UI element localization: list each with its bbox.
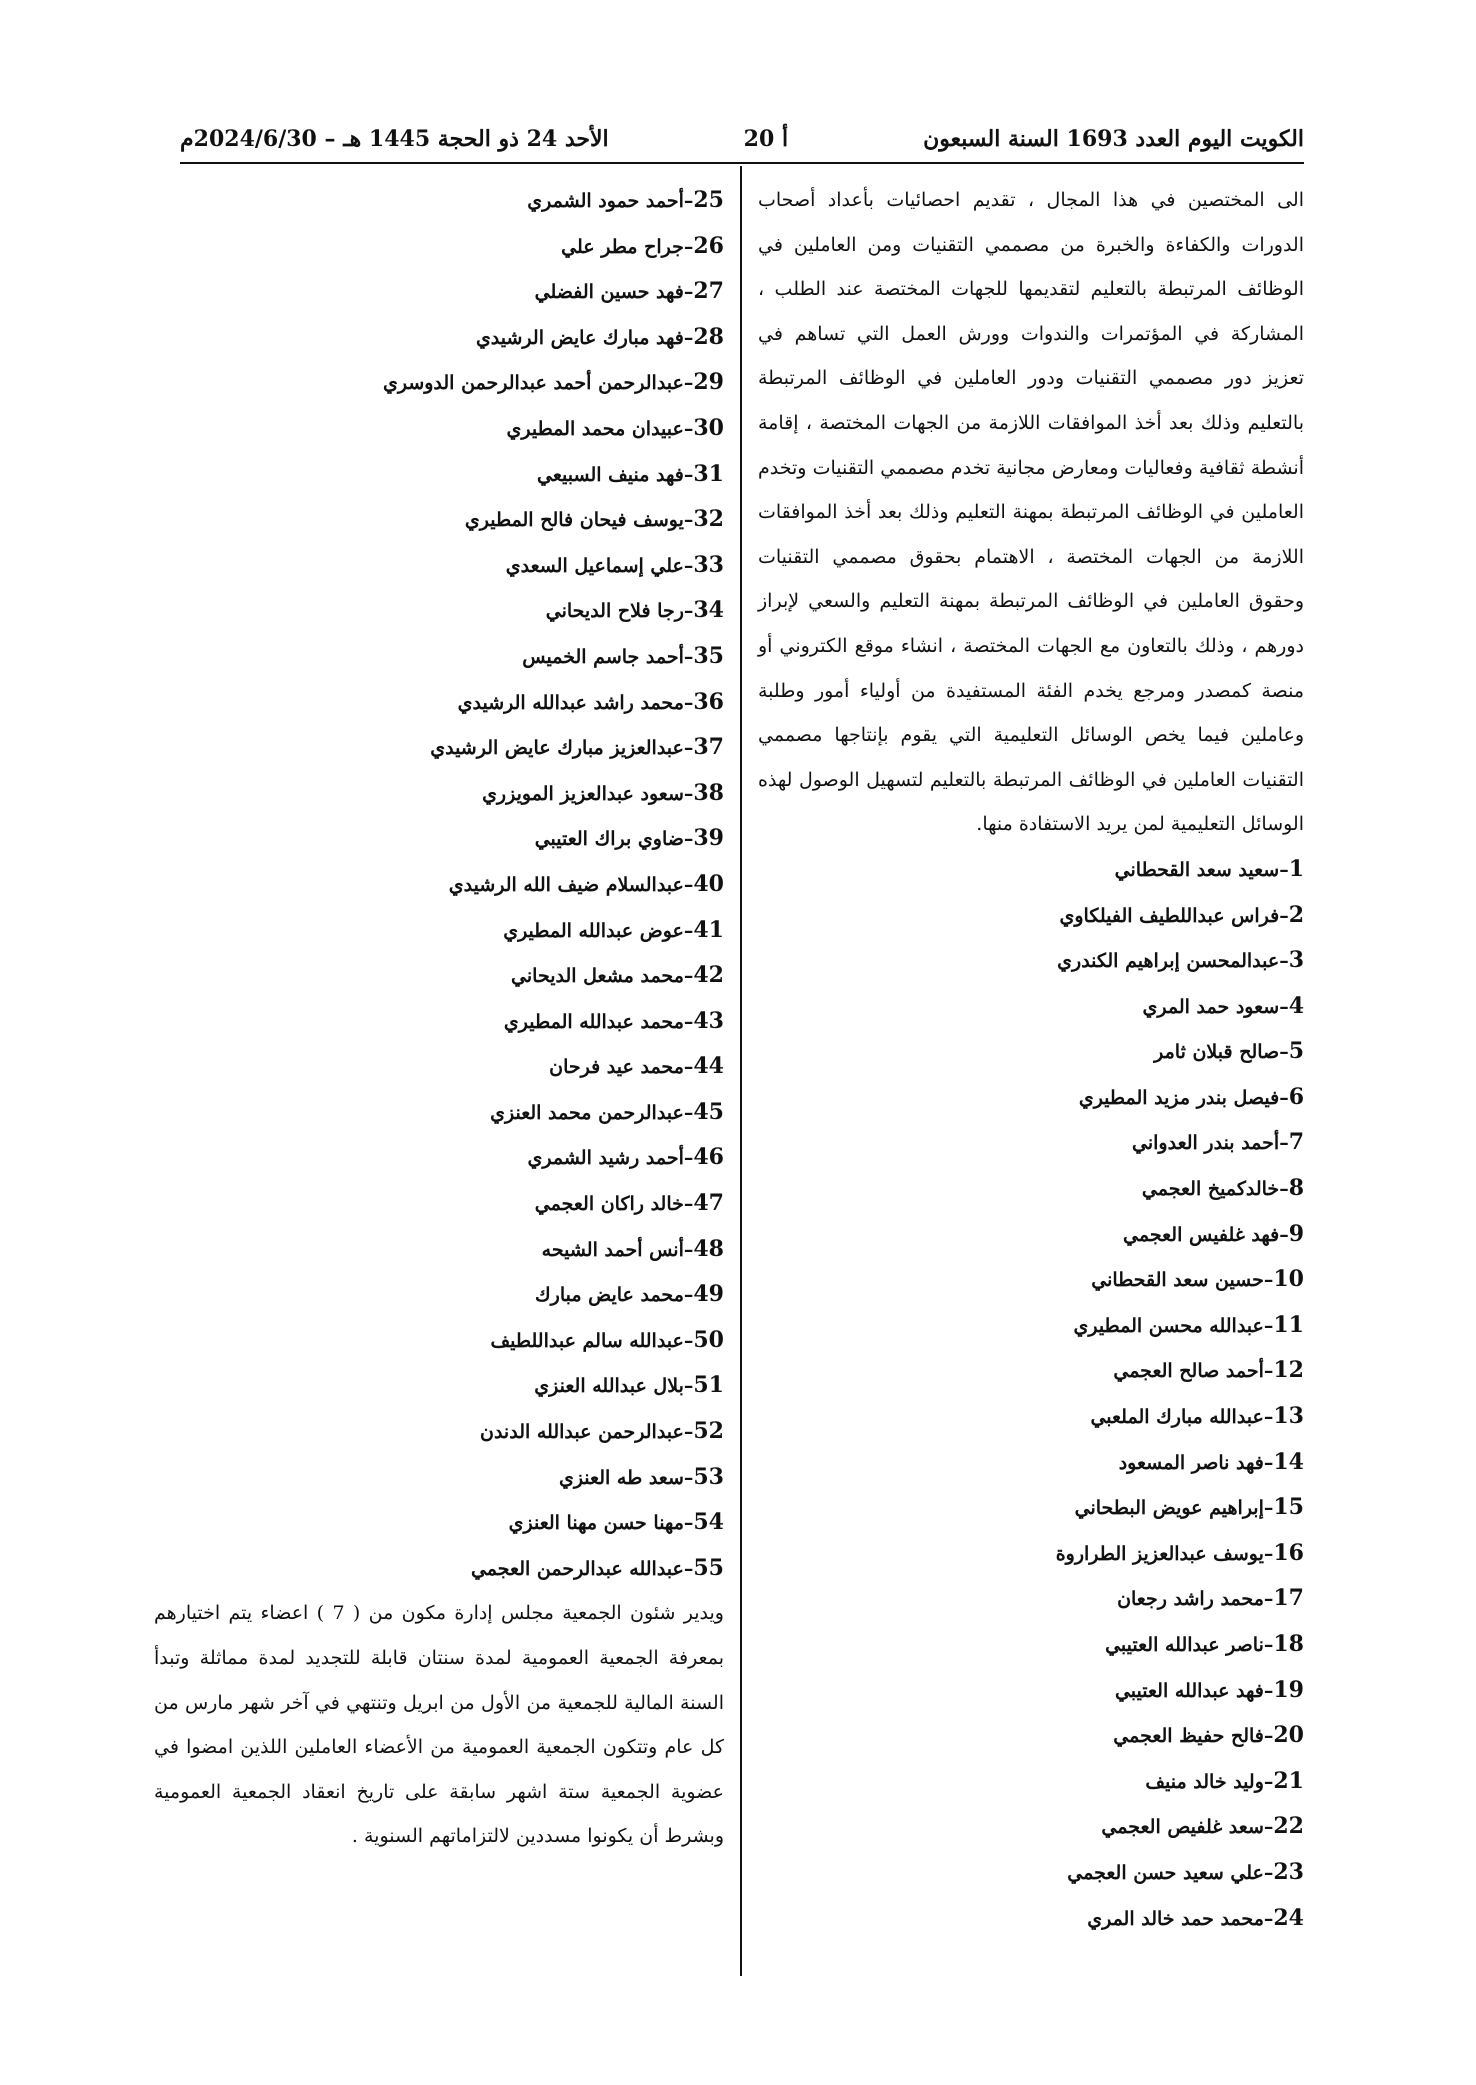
member-separator: – — [683, 1238, 694, 1261]
member-item — [154, 543, 724, 589]
member-item — [758, 1440, 1304, 1486]
member-name: عبدالله عبدالرحمن العجمي — [470, 1557, 684, 1580]
member-number: 51 — [693, 1372, 724, 1399]
member-separator: – — [683, 1010, 694, 1033]
member-name: محمد عبدالله المطيري — [503, 1010, 684, 1033]
member-number: 50 — [693, 1326, 724, 1353]
member-number: 34 — [693, 597, 724, 624]
right-column — [758, 178, 1304, 1941]
member-separator: – — [683, 1375, 694, 1398]
member-item — [758, 1029, 1304, 1075]
member-number: 26 — [693, 232, 724, 259]
member-item — [154, 816, 724, 862]
member-number: 14 — [1273, 1448, 1304, 1475]
member-number: 35 — [693, 642, 724, 669]
member-item — [758, 1804, 1304, 1850]
member-number: 6 — [1288, 1083, 1304, 1110]
member-name: سعود عبدالعزيز المويزري — [482, 782, 684, 805]
member-number: 5 — [1288, 1038, 1304, 1065]
member-number: 2 — [1288, 901, 1304, 928]
member-number: 41 — [693, 916, 724, 943]
member-item — [154, 269, 724, 315]
member-item — [758, 847, 1304, 893]
member-item — [154, 1227, 724, 1273]
member-number: 28 — [693, 323, 724, 350]
member-separator: – — [683, 1101, 694, 1124]
member-separator: – — [683, 326, 694, 349]
member-name: أحمد جاسم الخميس — [522, 645, 684, 668]
member-name: صالح قبلان ثامر — [1154, 1041, 1280, 1064]
member-number: 53 — [693, 1463, 724, 1490]
member-separator: – — [1263, 1634, 1274, 1656]
member-separator: – — [1263, 1907, 1274, 1930]
member-separator: – — [683, 737, 694, 760]
member-number: 39 — [693, 825, 724, 852]
member-item — [154, 680, 724, 726]
member-separator: – — [1279, 1041, 1289, 1064]
member-number: 8 — [1288, 1175, 1304, 1202]
member-name: محمد مشعل الديحاني — [511, 965, 684, 988]
member-number: 38 — [693, 779, 724, 806]
member-name: سعود حمد المري — [1142, 995, 1280, 1018]
member-name: يوسف فيحان فالح المطيري — [464, 509, 684, 532]
member-separator: – — [683, 417, 694, 440]
member-item — [758, 1713, 1304, 1759]
member-name: أحمد بندر العدواني — [1132, 1132, 1280, 1155]
member-item — [758, 893, 1304, 939]
member-name: سعد طه العنزي — [558, 1466, 684, 1489]
member-number: 30 — [693, 414, 724, 441]
member-number: 47 — [693, 1190, 724, 1217]
member-item — [758, 1622, 1304, 1668]
member-number: 32 — [693, 506, 724, 533]
member-separator: – — [683, 554, 694, 577]
member-name: عبدالعزيز مبارك عايض الرشيدي — [430, 737, 684, 760]
member-separator: – — [683, 1193, 694, 1216]
member-separator: – — [683, 600, 694, 623]
column-divider — [740, 166, 742, 1976]
member-name: فهد منيف السبيعي — [537, 463, 684, 486]
member-item — [758, 1531, 1304, 1577]
member-number: 40 — [693, 870, 724, 897]
member-name: عبدالمحسن إبراهيم الكندري — [1057, 950, 1280, 973]
member-number: 43 — [693, 1007, 724, 1034]
left-column — [154, 178, 724, 1859]
member-item — [758, 1850, 1304, 1896]
member-number: 7 — [1288, 1129, 1304, 1156]
member-name: علي إسماعيل السعدي — [505, 554, 684, 577]
member-number: 11 — [1273, 1311, 1304, 1338]
member-number: 16 — [1273, 1539, 1304, 1566]
member-number: 22 — [1273, 1813, 1304, 1840]
member-separator: – — [683, 372, 694, 395]
member-name: فهد عبدالله العتيبي — [1114, 1679, 1264, 1702]
member-number: 24 — [1273, 1904, 1304, 1931]
member-name: فهد ناصر المسعود — [1118, 1451, 1264, 1474]
member-name: محمد راشد رجعان — [1117, 1588, 1264, 1611]
member-name: فيصل بندر مزيد المطيري — [1078, 1086, 1280, 1109]
member-name: عبدالرحمن عبدالله الدندن — [480, 1421, 684, 1444]
members-list-2 — [154, 178, 724, 1591]
member-separator: – — [1263, 1406, 1274, 1429]
member-separator: – — [1263, 1679, 1274, 1702]
member-name: وليد خالد منيف — [1145, 1770, 1264, 1793]
member-separator: – — [1263, 1314, 1274, 1337]
member-item — [758, 984, 1304, 1030]
member-item — [758, 1303, 1304, 1349]
member-item — [758, 1348, 1304, 1394]
member-item — [154, 1272, 724, 1318]
member-separator: – — [683, 1557, 694, 1580]
member-name: عبدالله مبارك الملعبي — [1090, 1406, 1264, 1429]
member-item — [758, 1394, 1304, 1440]
member-item — [154, 999, 724, 1045]
member-item — [758, 1212, 1304, 1258]
member-number: 9 — [1288, 1220, 1304, 1247]
member-number: 13 — [1273, 1403, 1304, 1430]
member-item — [758, 1257, 1304, 1303]
member-separator: – — [1263, 1816, 1274, 1839]
member-name: عبدالله محسن المطيري — [1073, 1314, 1264, 1337]
member-name: يوسف عبدالعزيز الطراروة — [1055, 1542, 1264, 1565]
member-number: 18 — [1273, 1631, 1304, 1657]
member-separator: – — [1279, 1086, 1289, 1109]
member-item — [154, 1546, 724, 1592]
member-item — [154, 406, 724, 452]
member-number: 25 — [693, 187, 724, 213]
member-item — [758, 1896, 1304, 1942]
member-item — [154, 588, 724, 634]
member-separator: – — [683, 645, 694, 668]
member-item — [154, 1090, 724, 1136]
member-separator: – — [1263, 1451, 1274, 1474]
member-name: عبدالله سالم عبداللطيف — [490, 1329, 684, 1352]
member-number: 46 — [693, 1144, 724, 1171]
member-name: علي سعيد حسن العجمي — [1067, 1861, 1264, 1884]
member-item — [154, 1318, 724, 1364]
member-item — [758, 1120, 1304, 1166]
member-name: حسين سعد القحطاني — [1091, 1269, 1264, 1292]
member-separator: – — [683, 965, 694, 988]
member-separator: – — [683, 1466, 694, 1489]
member-number: 19 — [1273, 1676, 1304, 1703]
member-separator: – — [1279, 950, 1289, 973]
member-item — [154, 1044, 724, 1090]
member-item — [154, 725, 724, 771]
member-name: محمد راشد عبدالله الرشيدي — [457, 691, 684, 714]
member-separator: – — [1263, 1588, 1274, 1611]
member-number: 37 — [693, 734, 724, 761]
member-name: خالدكميخ العجمي — [1141, 1178, 1280, 1201]
member-name: فراس عبداللطيف الفيلكاوي — [1059, 904, 1280, 927]
member-name: سعد غلفيص العجمي — [1101, 1816, 1264, 1839]
member-item — [154, 1135, 724, 1181]
member-item — [758, 1485, 1304, 1531]
member-item — [154, 178, 724, 224]
member-item — [154, 452, 724, 498]
member-item — [758, 1668, 1304, 1714]
member-separator: – — [683, 1421, 694, 1444]
member-number: 23 — [1273, 1858, 1304, 1885]
member-separator: – — [1263, 1497, 1274, 1520]
member-number: 4 — [1288, 992, 1304, 1019]
member-name: خالد راكان العجمي — [534, 1193, 684, 1216]
member-separator: – — [1279, 995, 1289, 1018]
member-name: أنس أحمد الشيحه — [541, 1238, 684, 1261]
member-separator: – — [683, 691, 694, 714]
member-name: رجا فلاح الديحاني — [545, 600, 684, 623]
member-separator: – — [683, 281, 694, 304]
member-separator: – — [683, 873, 694, 896]
member-separator: – — [1279, 1132, 1289, 1155]
member-item — [154, 315, 724, 361]
member-item — [154, 497, 724, 543]
member-name: أحمد صالح العجمي — [1113, 1360, 1264, 1383]
member-item — [154, 1500, 724, 1546]
member-separator: – — [683, 190, 694, 212]
page-header — [180, 118, 1304, 160]
member-separator: – — [1279, 904, 1289, 927]
member-item — [154, 1181, 724, 1227]
member-name: جراح مطر علي — [561, 235, 684, 258]
member-item — [154, 224, 724, 270]
member-name: عبدالرحمن أحمد عبدالرحمن الدوسري — [382, 372, 684, 395]
member-separator: – — [683, 1329, 694, 1352]
member-separator: – — [683, 782, 694, 805]
member-separator: – — [683, 235, 694, 258]
objectives-paragraph: الى المختصين في هذا المجال ، تقديم احصائيات بأعداد أصحاب الدورات والكفاءة والخبرة من مصممي التقنيات ومن العاملين في الوظائف المرتبطة بالتعليم لتقديمها للجهات المختصة عند الطلب ، المشاركة في المؤتمرات والندوات وورش العمل التي تساهم في تعزيز دور مصممي التقنيات ودور العاملين في الوظائف المرتبطة بالتعليم وذلك بعد أخذ الموافقات اللازمة من الجهات المختصة ، إقامة أنشطة ثقافية وفعاليات ومعارض مجانية تخدم مصممي التقنيات وتخدم العاملين في الوظائف المرتبطة بمهنة التعليم وذلك بعد أخذ الموافقات اللازمة من الجهات المختصة ، الاهتمام بحقوق مصممي التقنيات وحقوق العاملين في الوظائف المرتبطة بمهنة التعليم والسعي لإبراز دورهم ، وذلك بالتعاون مع الجهات المختصة ، انشاء موقع الكتروني أو منصة كمصدر ومرجع يخدم الفئة المستفيدة من أولياء أمور وطلبة وعاملين فيما يخص الوسائل التعليمية التي يقوم بإنتاجها مصممي التقنيات العاملين في الوظائف المرتبطة بالتعليم لتسهيل الوصول لهذه الوسائل التعليمية لمن يريد الاستفادة منها. — [758, 189, 1304, 836]
member-number: 31 — [693, 460, 724, 487]
member-separator: – — [683, 919, 694, 942]
member-separator: – — [1263, 1770, 1274, 1793]
member-separator: – — [683, 1147, 694, 1170]
member-number: 17 — [1273, 1585, 1304, 1612]
member-item — [758, 1759, 1304, 1805]
member-name: محمد عيد فرحان — [549, 1056, 684, 1079]
member-number: 33 — [693, 551, 724, 578]
member-name: أحمد حمود الشمري — [527, 190, 684, 212]
member-number: 15 — [1273, 1494, 1304, 1521]
member-separator: – — [683, 1056, 694, 1079]
member-separator: – — [1263, 1269, 1274, 1292]
header-divider — [180, 162, 1304, 164]
member-separator: – — [1279, 1178, 1289, 1201]
member-item — [154, 360, 724, 406]
member-name: مهنا حسن مهنا العنزي — [508, 1512, 684, 1535]
member-name: أحمد رشيد الشمري — [527, 1147, 684, 1170]
member-name: فهد حسين الفضلي — [534, 281, 684, 304]
members-list-1 — [758, 847, 1304, 1941]
member-name: فهد غلفيس العجمي — [1123, 1223, 1280, 1246]
member-name: سعيد سعد القحطاني — [1114, 858, 1280, 881]
member-number: 12 — [1273, 1357, 1304, 1384]
member-number: 45 — [693, 1098, 724, 1125]
member-name: فالح حفيظ العجمي — [1113, 1725, 1264, 1748]
member-name: فهد مبارك عايض الرشيدي — [475, 326, 684, 349]
member-number: 29 — [693, 369, 724, 396]
member-name: عبدالرحمن محمد العنزي — [490, 1101, 684, 1124]
member-number: 36 — [693, 688, 724, 715]
member-number: 42 — [693, 962, 724, 989]
member-item — [154, 908, 724, 954]
member-separator: – — [683, 1284, 694, 1307]
member-name: عوض عبدالله المطيري — [503, 919, 684, 942]
member-item — [154, 1409, 724, 1455]
member-name: ضاوي براك العتيبي — [534, 828, 684, 851]
member-separator: – — [1263, 1861, 1274, 1884]
member-item — [154, 862, 724, 908]
page-number: أ 20 — [743, 126, 789, 152]
member-number: 52 — [693, 1418, 724, 1445]
member-number: 55 — [693, 1554, 724, 1581]
member-name: محمد حمد خالد المري — [1087, 1907, 1264, 1930]
member-number: 21 — [1273, 1767, 1304, 1794]
member-separator: – — [1279, 858, 1289, 881]
member-item — [154, 1363, 724, 1409]
member-item — [758, 1576, 1304, 1622]
member-separator: – — [1263, 1542, 1274, 1565]
member-item — [154, 634, 724, 680]
gazette-issue-info: الكويت اليوم العدد 1693 السنة السبعون — [923, 126, 1304, 152]
member-item — [758, 938, 1304, 984]
issue-date: الأحد 24 ذو الحجة 1445 هـ – 2024/6/30م — [180, 126, 609, 152]
member-item — [154, 953, 724, 999]
member-number: 3 — [1288, 947, 1304, 974]
member-name: ناصر عبدالله العتيبي — [1105, 1634, 1264, 1656]
member-number: 10 — [1273, 1266, 1304, 1293]
member-item — [758, 1075, 1304, 1121]
member-item — [758, 1166, 1304, 1212]
member-separator: – — [683, 828, 694, 851]
member-item — [154, 771, 724, 817]
member-number: 1 — [1288, 855, 1304, 882]
board-paragraph: ويدير شئون الجمعية مجلس إدارة مكون من ( 7 ) اعضاء يتم اختيارهم بمعرفة الجمعية العمومية لمدة سنتان قابلة للتجديد لمدة مماثلة وتبدأ السنة المالية للجمعية من الأول من ابريل وتنتهي في آخر شهر مارس من كل عام وتتكون الجمعية العمومية من الأعضاء العاملين اللذين امضوا في عضوية الجمعية ستة اشهر سابقة على تاريخ انعقاد الجمعية العمومية وبشرط أن يكونوا مسددين لالتزاماتهم السنوية . — [154, 1602, 724, 1848]
member-item — [154, 1455, 724, 1501]
member-name: إبراهيم عويض البطحاني — [1074, 1497, 1264, 1520]
member-separator: – — [683, 509, 694, 532]
member-number: 27 — [693, 278, 724, 305]
member-number: 20 — [1273, 1722, 1304, 1749]
member-name: عبدالسلام ضيف الله الرشيدي — [448, 873, 684, 896]
member-number: 44 — [693, 1053, 724, 1080]
member-separator: – — [1263, 1360, 1274, 1383]
member-number: 48 — [693, 1235, 724, 1262]
member-number: 49 — [693, 1281, 724, 1308]
member-separator: – — [683, 463, 694, 486]
member-name: محمد عايض مبارك — [535, 1284, 684, 1307]
member-separator: – — [683, 1512, 694, 1535]
member-separator: – — [1279, 1223, 1289, 1246]
member-name: بلال عبدالله العنزي — [534, 1375, 684, 1398]
member-name: عبيدان محمد المطيري — [506, 417, 684, 440]
member-separator: – — [1263, 1725, 1274, 1748]
member-number: 54 — [693, 1509, 724, 1536]
